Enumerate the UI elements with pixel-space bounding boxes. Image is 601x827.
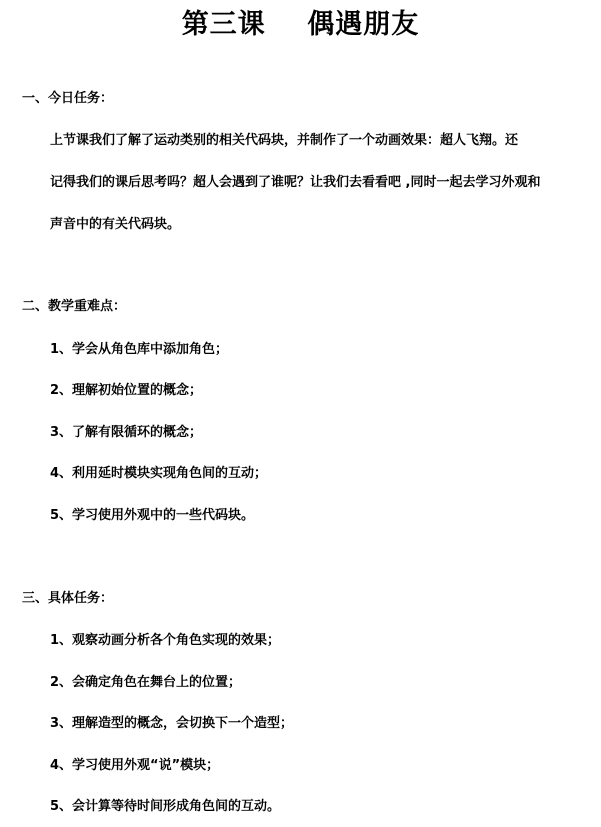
intro-paragraph-line-1: 上节课我们了解了运动类别的相关代码块，并制作了一个动画效果：超人飞翔。还 — [50, 133, 519, 148]
section-heading-key-points: 二、教学重难点： — [22, 299, 127, 314]
page-title: 第三课 偶遇朋友 — [181, 9, 420, 40]
key-point-item-1: 1、学会从角色库中添加角色； — [50, 342, 229, 357]
task-item-2: 2、会确定角色在舞台上的位置； — [50, 675, 242, 690]
task-item-3: 3、理解造型的概念，会切换下一个造型； — [50, 716, 294, 731]
task-item-1: 1、观察动画分析各个角色实现的效果； — [50, 633, 281, 648]
task-item-4: 4、学习使用外观“说”模块； — [50, 758, 220, 773]
intro-paragraph-line-2: 记得我们的课后思考吗？超人会遇到了谁呢？让我们去看看吧 ,同时一起去学习外观和 — [50, 175, 541, 190]
section-heading-today-tasks: 一、今日任务： — [22, 91, 114, 106]
section-heading-specific-tasks: 三、具体任务： — [22, 591, 114, 606]
task-item-5: 5、会计算等待时间形成角色间的互动。 — [50, 799, 281, 814]
key-point-item-3: 3、了解有限循环的概念； — [50, 425, 203, 440]
key-point-item-2: 2、理解初始位置的概念； — [50, 383, 203, 398]
intro-paragraph-line-3: 声音中的有关代码块。 — [50, 217, 181, 232]
key-point-item-5: 5、学习使用外观中的一些代码块。 — [50, 508, 255, 523]
key-point-item-4: 4、利用延时模块实现角色间的互动； — [50, 466, 268, 481]
